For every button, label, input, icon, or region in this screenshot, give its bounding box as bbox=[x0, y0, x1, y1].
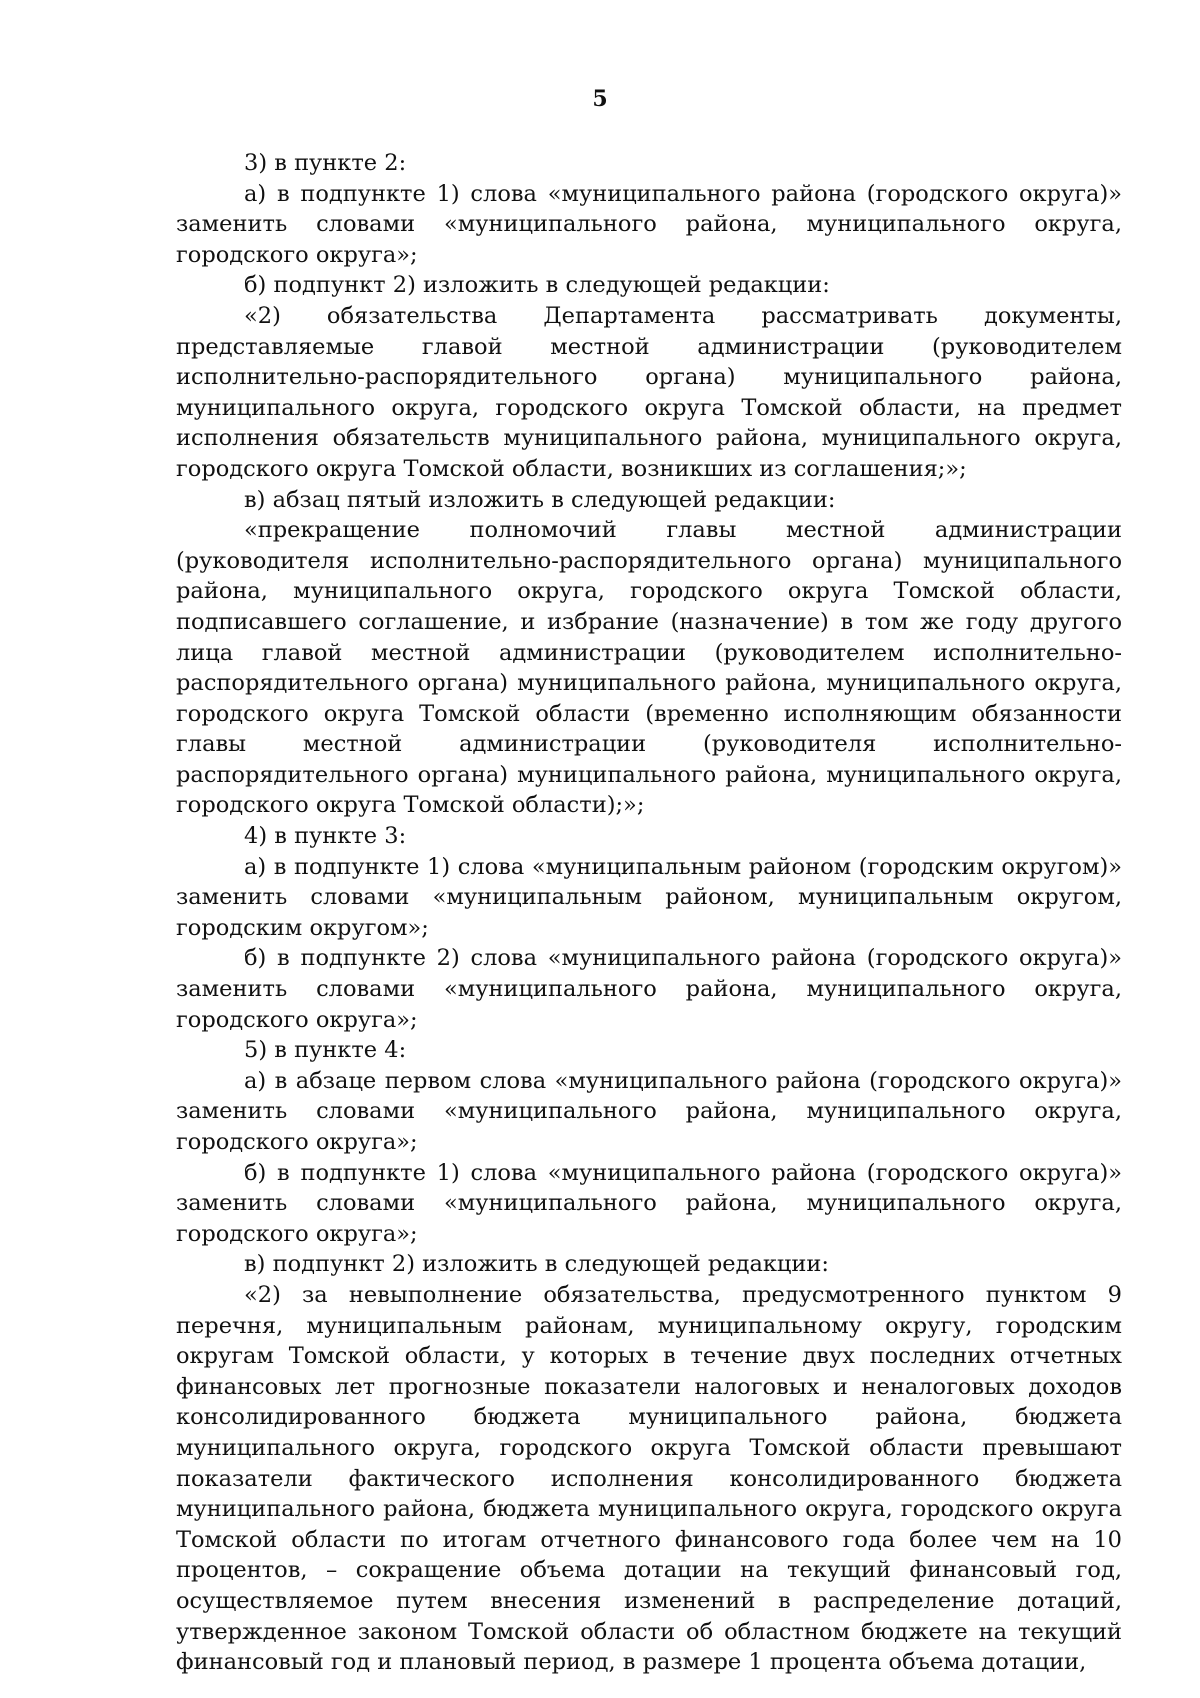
paragraph-item-5v: в) подпункт 2) изложить в следующей редакции: bbox=[244, 1251, 829, 1278]
paragraph-item-3a: а) в подпункте 1) слова «муниципального района (городского округа)» заменить словами «муниципального района, муниципального округа, городского округа»; bbox=[176, 180, 1122, 268]
paragraph-item-5-intro: 5) в пункте 4: bbox=[244, 1037, 407, 1064]
paragraph-item-5b: б) в подпункте 1) слова «муниципального района (городского округа)» заменить словами «муниципального района, муниципального округа, городского округа»; bbox=[176, 1159, 1122, 1247]
paragraph-item-3b: б) подпункт 2) изложить в следующей редакции: bbox=[244, 272, 830, 299]
document-body bbox=[176, 148, 1122, 1678]
paragraph-item-3-intro: 3) в пункте 2: bbox=[244, 150, 407, 176]
paragraph-item-5a: а) в абзаце первом слова «муниципального района (городского округа)» заменить словами «муниципального района, муниципального округа, городского округа»; bbox=[176, 1067, 1122, 1155]
page-number: 5 bbox=[592, 86, 608, 112]
paragraph-item-4b: б) в подпункте 2) слова «муниципального района (городского округа)» заменить словами «муниципального района, муниципального округа, городского округа»; bbox=[176, 945, 1122, 1033]
paragraph-item-3v: в) абзац пятый изложить в следующей редакции: bbox=[244, 486, 836, 513]
paragraph-item-5v-text: «2) за невыполнение обязательства, предусмотренного пунктом 9 перечня, муниципальным районам, муниципальному округу, городским округам Томской области, у которых в течение двух последних отчетных финансовых лет прогнозные показатели налоговых и неналоговых доходов консолидированного бюджета муниципального района, бюджета муниципального округа, городского округа Томской области превышают показатели фактического исполнения консолидированного бюджета муниципального района, бюджета муниципального округа, городского округа Томской области по итогам отчетного финансового года более чем на 10 процентов, – сокращение объема дотации на текущий финансовый год, осуществляемое путем внесения изменений в распределение дотаций, утвержденное законом Томской области об областном бюджете на текущий финансовый год и плановый период, в размере 1 процента объема дотации, bbox=[176, 1281, 1122, 1676]
paragraph-item-3b-text: «2) обязательства Департамента рассматривать документы, представляемые главой местной администрации (руководителем исполнительно-распорядительного органа) муниципального района, муниципального округа, городского округа Томской области, на предмет исполнения обязательств муниципального района, муниципального округа, городского округа Томской области, возникших из соглашения;»; bbox=[176, 302, 1122, 482]
paragraph-item-3v-text: «прекращение полномочий главы местной администрации (руководителя исполнительно-распорядительного органа) муниципального района, муниципального округа, городского округа Томской области, подписавшего соглашение, и избрание (назначение) в том же году другого лица главой местной администрации (руководителем исполнительно-распорядительного органа) муниципального района, муниципального округа, городского округа Томской области (временно исполняющим обязанности главы местной администрации (руководителя исполнительно-распорядительного органа) муниципального района, муниципального округа, городского округа Томской области);»; bbox=[176, 517, 1122, 819]
paragraph-item-4a: а) в подпункте 1) слова «муниципальным районом (городским округом)» заменить словами «муниципальным районом, муниципальным округом, городским округом»; bbox=[176, 853, 1122, 941]
paragraph-item-4-intro: 4) в пункте 3: bbox=[244, 823, 407, 850]
